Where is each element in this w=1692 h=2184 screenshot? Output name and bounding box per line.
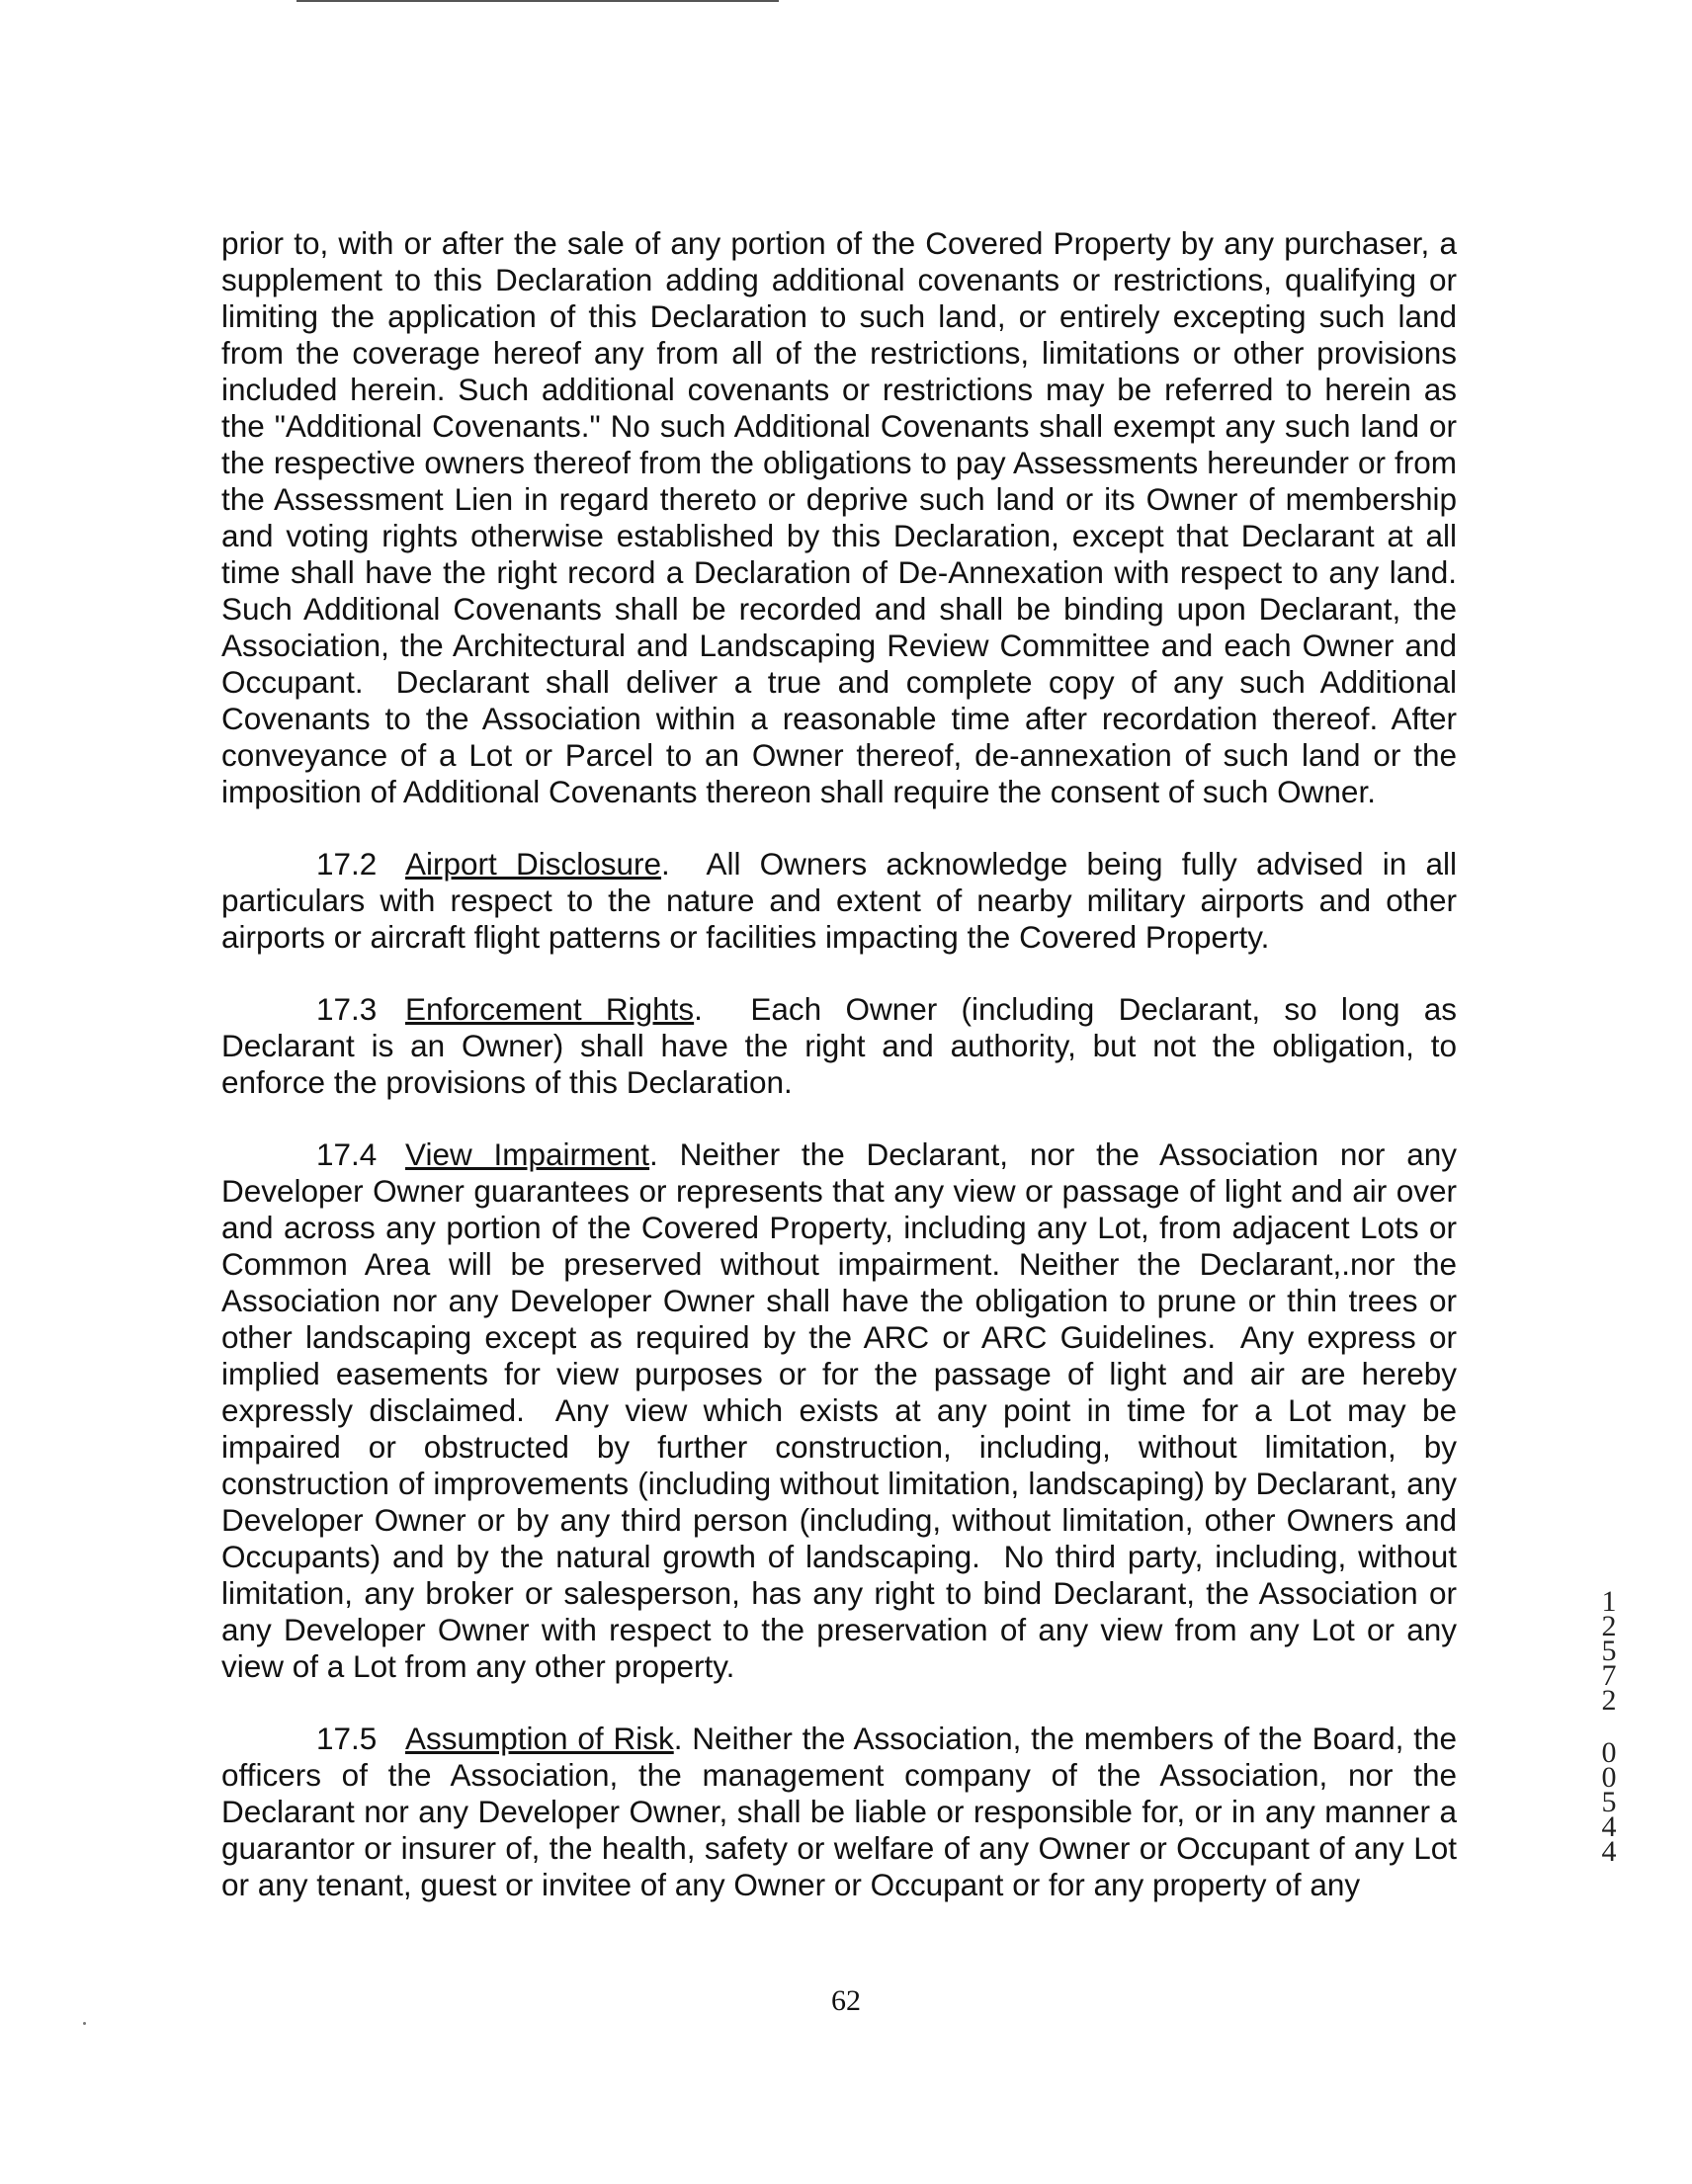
section-17-5: [221, 1721, 1466, 1903]
scan-edge-line: [296, 0, 779, 2]
section-heading: View Impairment: [405, 1136, 650, 1172]
section-text: . Each Owner (including Declarant, so long as Declarant is an Owner) shall have the right and authority, but not the obligation, to enforce the provisions of this Declaration.: [221, 991, 1466, 1100]
section-text: . Neither the Association, the members of the Board, the officers of the Association, the management company of the Association, nor the Declarant nor any Developer Owner, shall be liable or responsible for, or in any manner a guarantor or insurer of, the health, safety or welfare of any Owner or Occupant of any Lot or any tenant, guest or invitee of any Owner or Occupant or for any property of any: [221, 1721, 1466, 1902]
section-text: . Neither the Declarant, nor the Association nor any Developer Owner guarantees or represents that any view or passage of light and air over and across any portion of the Covered Property, including any Lot, from adjacent Lots or Common Area will be preserved without impairment. Neither the Declarant,.nor the Association nor any Developer Owner shall have the obligation to prune or thin trees or other landscaping except as required by the ARC or ARC Guidelines. Any express or implied easements for view purposes or for the passage of light and air are hereby expressly disclaimed. Any view which exists at any point in time for a Lot may be impaired or obstructed by further construction, including, without limitation, by construction of improvements (including without limitation, landscaping) by Declarant, any Developer Owner or by any third person (including, without limitation, other Owners and Occupants) and by the natural growth of landscaping. No third party, including, without limitation, any broker or salesperson, has any right to bind Declarant, the Association or any Developer Owner with respect to the preservation of any view from any Lot or any view of a Lot from any other property.: [221, 1136, 1466, 1684]
continuation-paragraph: prior to, with or after the sale of any portion of the Covered Property by any purchaser, a supplement to this Declaration adding additional covenants or restrictions, qualifying or limiting the application of this Declaration to such land, or entirely excepting such land from the coverage hereof any from all of the restrictions, limitations or other provisions included herein. Such additional covenants or restrictions may be referred to herein as the "Additional Covenants." No such Additional Covenants shall exempt any such land or the respective owners thereof from the obligations to pay Assessments hereunder or from the Assessment Lien in regard thereto or deprive such land or its Owner of membership and voting rights otherwise established by this Declaration, except that Declarant at all time shall have the right record a Declaration of De-Annexation with respect to any land. Such Additional Covenants shall be recorded and shall be binding upon Declarant, the Association, the Architectural and Landscaping Review Committee and each Owner and Occupant. Declarant shall deliver a true and complete copy of any such Additional Covenants to the Association within a reasonable time after recordation thereof. After conveyance of a Lot or Parcel to an Owner thereof, de-annexation of such land or the imposition of Additional Covenants thereon shall require the consent of such Owner.: [221, 225, 1466, 809]
stamp-digit: 4: [1601, 1835, 1617, 1868]
section-text: . All Owners acknowledge being fully advised in all particulars with respect to the nature and extent of nearby military airports and other airports or aircraft flight patterns or facilities impacting the Covered Property.: [221, 846, 1466, 955]
stamp-digit: 7: [1601, 1659, 1617, 1692]
section-17-2: [221, 846, 1466, 956]
section-number: 17.5: [316, 1721, 378, 1756]
stamp-digit: 5: [1601, 1786, 1617, 1818]
section-17-3: [221, 991, 1466, 1101]
stamp-digit: 4: [1601, 1810, 1617, 1843]
section-heading: Enforcement Rights: [405, 991, 695, 1027]
stamp-digit: 5: [1601, 1635, 1617, 1667]
stamp-digit: 0: [1601, 1761, 1617, 1794]
document-body: [221, 225, 1466, 1939]
section-number: 17.3: [316, 991, 378, 1027]
stamp-digit: 0: [1601, 1736, 1617, 1769]
section-heading: Assumption of Risk: [405, 1721, 674, 1756]
section-17-4: [221, 1136, 1466, 1685]
section-heading: Airport Disclosure: [405, 846, 662, 882]
section-number: 17.2: [316, 846, 378, 882]
scan-speck: [83, 2022, 86, 2025]
stamp-digit: 2: [1601, 1684, 1617, 1717]
recording-stamp: [1589, 1585, 1629, 1868]
section-number: 17.4: [316, 1136, 378, 1172]
stamp-digit: 1: [1601, 1585, 1617, 1618]
stamp-digit: 2: [1601, 1610, 1617, 1642]
page-number: 62: [831, 1984, 861, 2017]
